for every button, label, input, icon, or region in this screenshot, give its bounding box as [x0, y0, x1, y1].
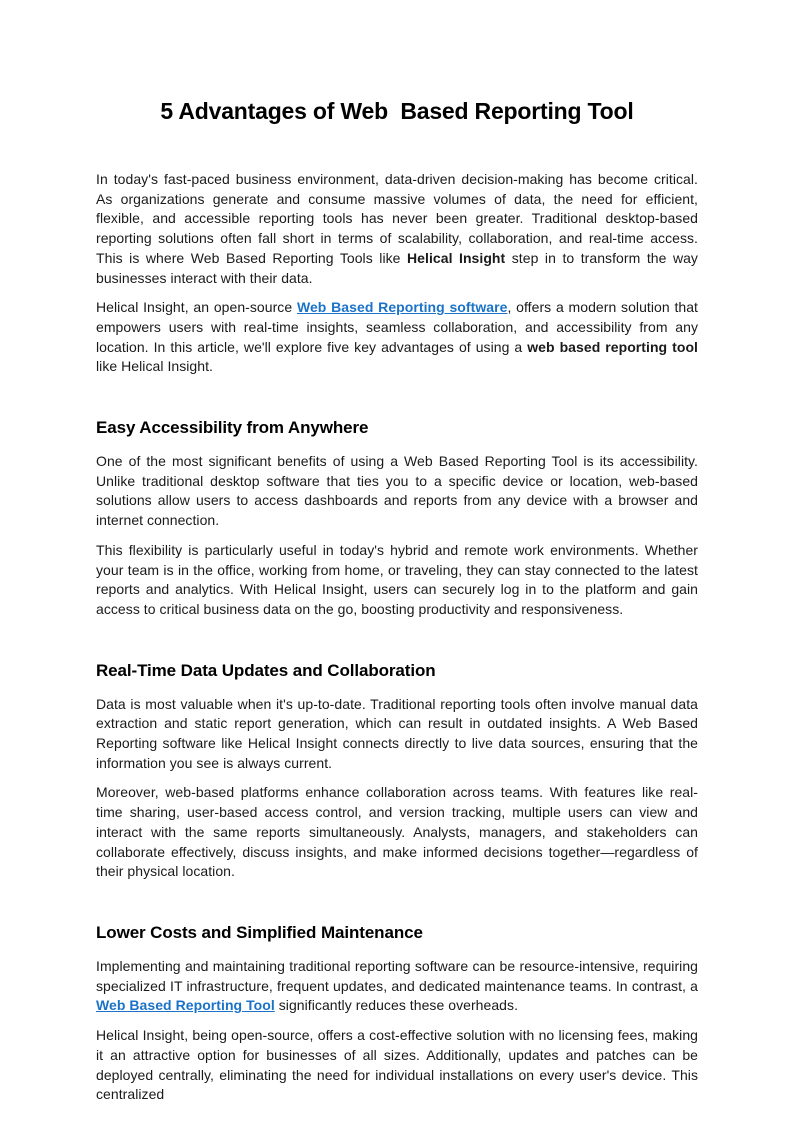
text-run: Moreover, web-based platforms enhance collaboration across teams. With features like real-time sharing, user-based access control, and version tracking, multiple users can view and interact with the same reports simultaneously. Analysts, managers, and stakeholders can collaborate effectively, discuss insights, and make informed decisions together—regardless of their physical location. [96, 784, 698, 880]
real-time-paragraph-1 [96, 695, 698, 774]
text-run: One of the most significant benefits of using a Web Based Reporting Tool is its accessibility. Unlike traditional desktop software that ties you to a specific device or location, web-based solutions allow users to access dashboards and reports from any device with a browser and internet connection. [96, 453, 698, 529]
text-run: Data is most valuable when it's up-to-date. Traditional reporting tools often involve manual data extraction and static report generation, which can result in outdated insights. A Web Based Reporting software like Helical Insight connects directly to live data sources, ensuring that the information you see is always current. [96, 695, 698, 771]
bold-text-run: web based reporting tool [527, 338, 698, 355]
text-run: , offers a modern solution that empowers users with real-time insights, seamless collaboration, and accessibility from any location. In this article, we'll explore five key advantages of using a [96, 299, 698, 355]
text-run: step in to transform the way businesses interact with their data. [96, 249, 698, 286]
text-run: Helical Insight, an open-source [96, 299, 297, 316]
section-heading-lower-costs: Lower Costs and Simplified Maintenance [96, 922, 423, 942]
section-heading-real-time-data: Real-Time Data Updates and Collaboration [96, 660, 436, 680]
lower-costs-paragraph-1 [96, 957, 698, 1016]
text-run: Helical Insight, being open-source, offers a cost-effective solution with no licensing fees, making it an attractive option for businesses of all sizes. Additionally, updates and patches can be deployed centrally, eliminating the need for individual installations on every user's device. This centralized [96, 1027, 698, 1103]
section-heading-easy-accessibility: Easy Accessibility from Anywhere [96, 418, 369, 438]
accessibility-paragraph-1 [96, 452, 698, 531]
text-run: like Helical Insight. [96, 358, 213, 375]
intro-paragraph-1 [96, 170, 698, 288]
bold-text-run: Helical Insight [407, 249, 506, 266]
inline-link[interactable]: Web Based Reporting software [296, 299, 508, 316]
intro-paragraph-2 [96, 298, 698, 377]
lower-costs-paragraph-2 [96, 1026, 698, 1105]
text-run: In today's fast-paced business environment, data-driven decision-making has become critical. As organizations generate and consume massive volumes of data, the need for efficient, flexible, and accessible reporting tools has never been greater. Traditional desktop-based reporting solutions often fall short in terms of scalability, collaboration, and real-time access. This is where Web Based Reporting Tools like [96, 171, 698, 266]
real-time-paragraph-2 [96, 783, 698, 882]
document-title: 5 Advantages of Web Based Reporting Tool [160, 98, 634, 124]
text-run: Implementing and maintaining traditional reporting software can be resource-intensive, requiring specialized IT infrastructure, frequent updates, and dedicated maintenance teams. In contrast, a [96, 957, 698, 994]
accessibility-paragraph-2 [96, 541, 698, 620]
text-run: This flexibility is particularly useful in today's hybrid and remote work environments. Whether your team is in the office, working from home, or traveling, they can stay connected to the latest reports and analytics. With Helical Insight, users can securely log in to the platform and gain access to critical business data on the go, boosting productivity and responsiveness. [96, 541, 698, 617]
text-run: significantly reduces these overheads. [274, 997, 519, 1014]
inline-link[interactable]: Web Based Reporting Tool [96, 997, 275, 1014]
